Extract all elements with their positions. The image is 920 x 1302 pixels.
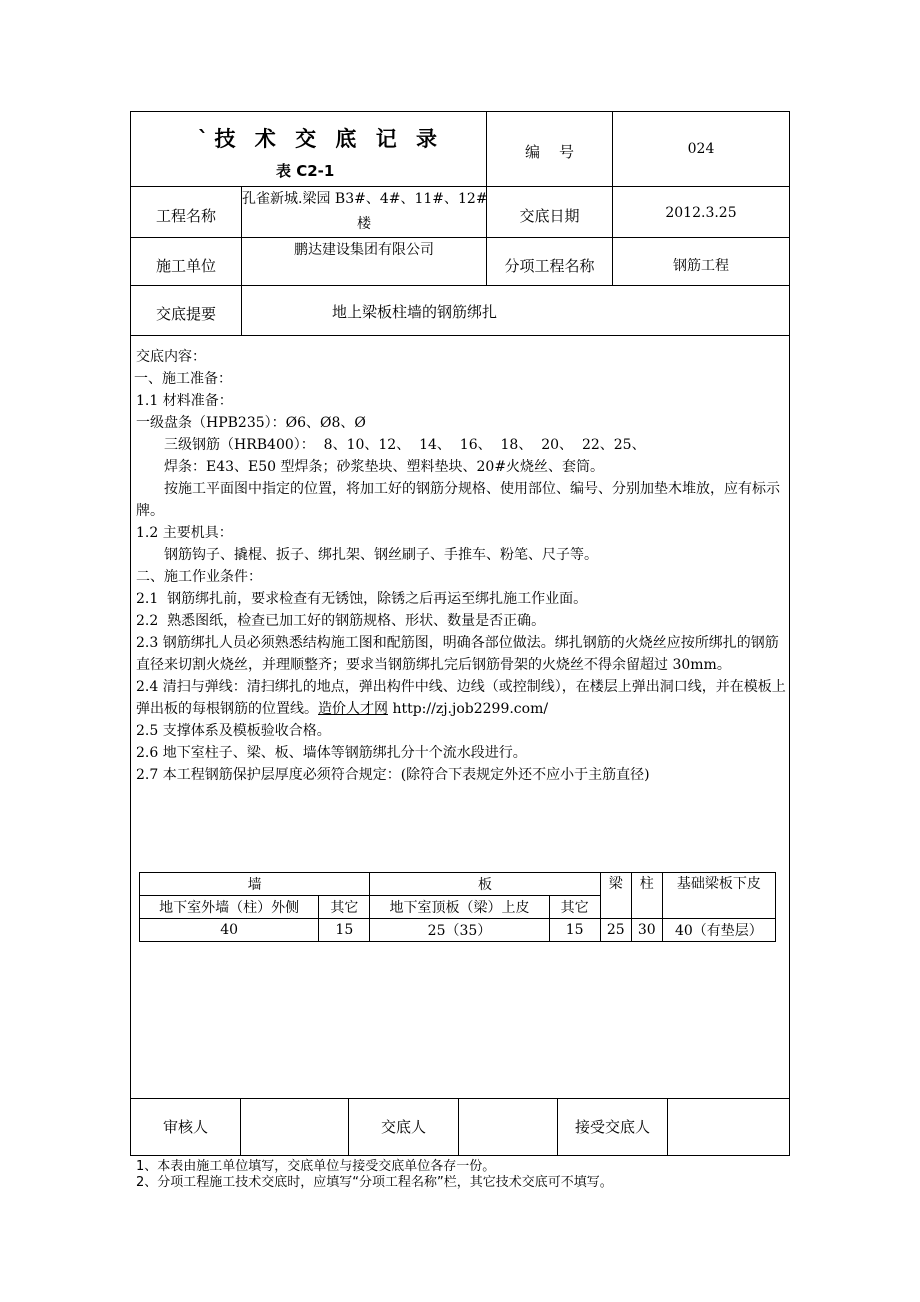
section-2: 二、施工作业条件： (136, 569, 262, 585)
cond-2-6: 2.6 地下室柱子、梁、板、墙体等钢筋绑扎分十个流水段进行。 (136, 745, 527, 761)
subproject-label: 分项工程名称 (504, 257, 595, 275)
v-slab-roof: 25（35） (370, 919, 549, 942)
receiver-label: 接受交底人 (574, 1118, 650, 1136)
rule-sign-1 (240, 1098, 241, 1156)
form-title: `技 术 交 底 记 录 (198, 127, 444, 151)
date-value: 2012.3.25 (665, 205, 737, 221)
table-row (140, 919, 776, 942)
th-wall: 墙 (140, 873, 370, 896)
v-slab-other: 15 (549, 919, 600, 942)
rule-contractor (130, 285, 790, 286)
stack-para: 按施工平面图中指定的位置，将加工好的钢筋分规格、使用部位、编号、分别加垫木堆放，应有标示牌。 (136, 481, 780, 519)
reviewer-label: 审核人 (162, 1118, 208, 1136)
note-1: 1、本表由施工单位填写，交底单位与接受交底单位各存一份。 (136, 1159, 496, 1174)
rule-sign (130, 1098, 790, 1099)
rule-project (130, 237, 790, 238)
content-body (136, 346, 786, 786)
table-row (140, 873, 776, 896)
grade1-line: 一级盘条（HPB235）：Ø6、Ø8、Ø (136, 415, 366, 431)
section-1-1: 1.1 材料准备： (136, 393, 233, 409)
date-label: 交底日期 (519, 207, 580, 225)
sh-wall-ext: 地下室外墙（柱）外侧 (140, 896, 319, 919)
project-name-label: 工程名称 (155, 207, 216, 225)
contractor-label: 施工单位 (155, 257, 216, 275)
th-foundation: 基础梁板下皮 (662, 873, 775, 919)
rule-header (130, 186, 790, 187)
contractor-value: 鹏达建设集团有限公司 (294, 242, 434, 258)
rule-sign-5 (667, 1098, 668, 1156)
project-name-line1: 孔雀新城.梁园 B3#、4#、11#、12# (242, 191, 488, 207)
rule-sign-3 (458, 1098, 459, 1156)
weld-line: 焊条：E43、E50 型焊条；砂浆垫块、塑料垫块、20#火烧丝、套筒。 (164, 459, 605, 475)
sh-slab-roof: 地下室顶板（梁）上皮 (370, 896, 549, 919)
v-beam: 25 (600, 919, 631, 942)
cond-2-3: 2.3 钢筋绑扎人员必须熟悉结构施工图和配筋图，明确各部位做法。绑扎钢筋的火烧丝应按所绑扎的钢筋直径来切割火烧丝，并理顺整齐；要求当钢筋绑扎完后钢筋骨架的火烧丝不得余留超过 30mm。 (136, 635, 779, 673)
summary-label: 交底提要 (155, 305, 216, 323)
th-beam: 梁 (600, 873, 631, 919)
summary-value: 地上梁板柱墙的钢筋绑扎 (332, 303, 498, 321)
cond-2-7: 2.7 本工程钢筋保护层厚度必须符合规定：(除符合下表规定外还不应小于主筋直径) (136, 767, 650, 783)
grade3-line: 三级钢筋（HRB400）： 8、10、12、 14、 16、 18、 20、 22、25、 (164, 437, 646, 453)
cond-2-4-link[interactable]: 造价人才网 (318, 701, 388, 717)
v-foundation: 40（有垫层） (662, 919, 775, 942)
rule-v-label (241, 186, 242, 335)
v-wall-other: 15 (319, 919, 370, 942)
presenter-label: 交底人 (380, 1118, 426, 1136)
project-name-line2: 楼 (357, 216, 371, 232)
sh-wall-other: 其它 (319, 896, 370, 919)
cond-2-4-url: http://zj.job2299.com/ (388, 701, 549, 717)
rule-summary (130, 335, 790, 336)
form-code: 表 C2-1 (276, 162, 335, 180)
number-label: 编 号 (524, 143, 575, 161)
tools-line: 钢筋钩子、撬棍、扳子、绑扎架、钢丝刷子、手推车、粉笔、尺子等。 (164, 547, 598, 563)
v-wall-ext: 40 (140, 919, 319, 942)
note-2: 2、分项工程施工技术交底时，应填写“分项工程名称”栏，其它技术交底可不填写。 (136, 1175, 613, 1190)
cond-2-5: 2.5 支撑体系及模板验收合格。 (136, 723, 331, 739)
cond-2-4 (136, 676, 786, 720)
cover-thickness-table (139, 872, 776, 942)
v-column: 30 (631, 919, 662, 942)
section-1: 一、施工准备： (134, 371, 232, 387)
cond-2-1: 2.1 钢筋绑扎前，要求检查有无锈蚀，除锈之后再运至绑扎施工作业面。 (136, 591, 588, 607)
content-heading: 交底内容： (136, 349, 206, 365)
th-column: 柱 (631, 873, 662, 919)
subproject-value: 钢筋工程 (673, 258, 729, 274)
th-slab: 板 (370, 873, 600, 896)
cond-2-2: 2.2 熟悉图纸，检查已加工好的钢筋规格、形状、数量是否正确。 (136, 613, 546, 629)
number-value: 024 (687, 141, 715, 157)
cond-2-4-text: 2.4 清扫与弹线：清扫绑扎的地点，弹出构件中线、边线（或控制线），在楼层上弹出洞口线，并在模板上弹出板的每根钢筋的位置线。 (136, 679, 786, 717)
sh-slab-other: 其它 (549, 896, 600, 919)
section-1-2: 1.2 主要机具： (136, 525, 233, 541)
